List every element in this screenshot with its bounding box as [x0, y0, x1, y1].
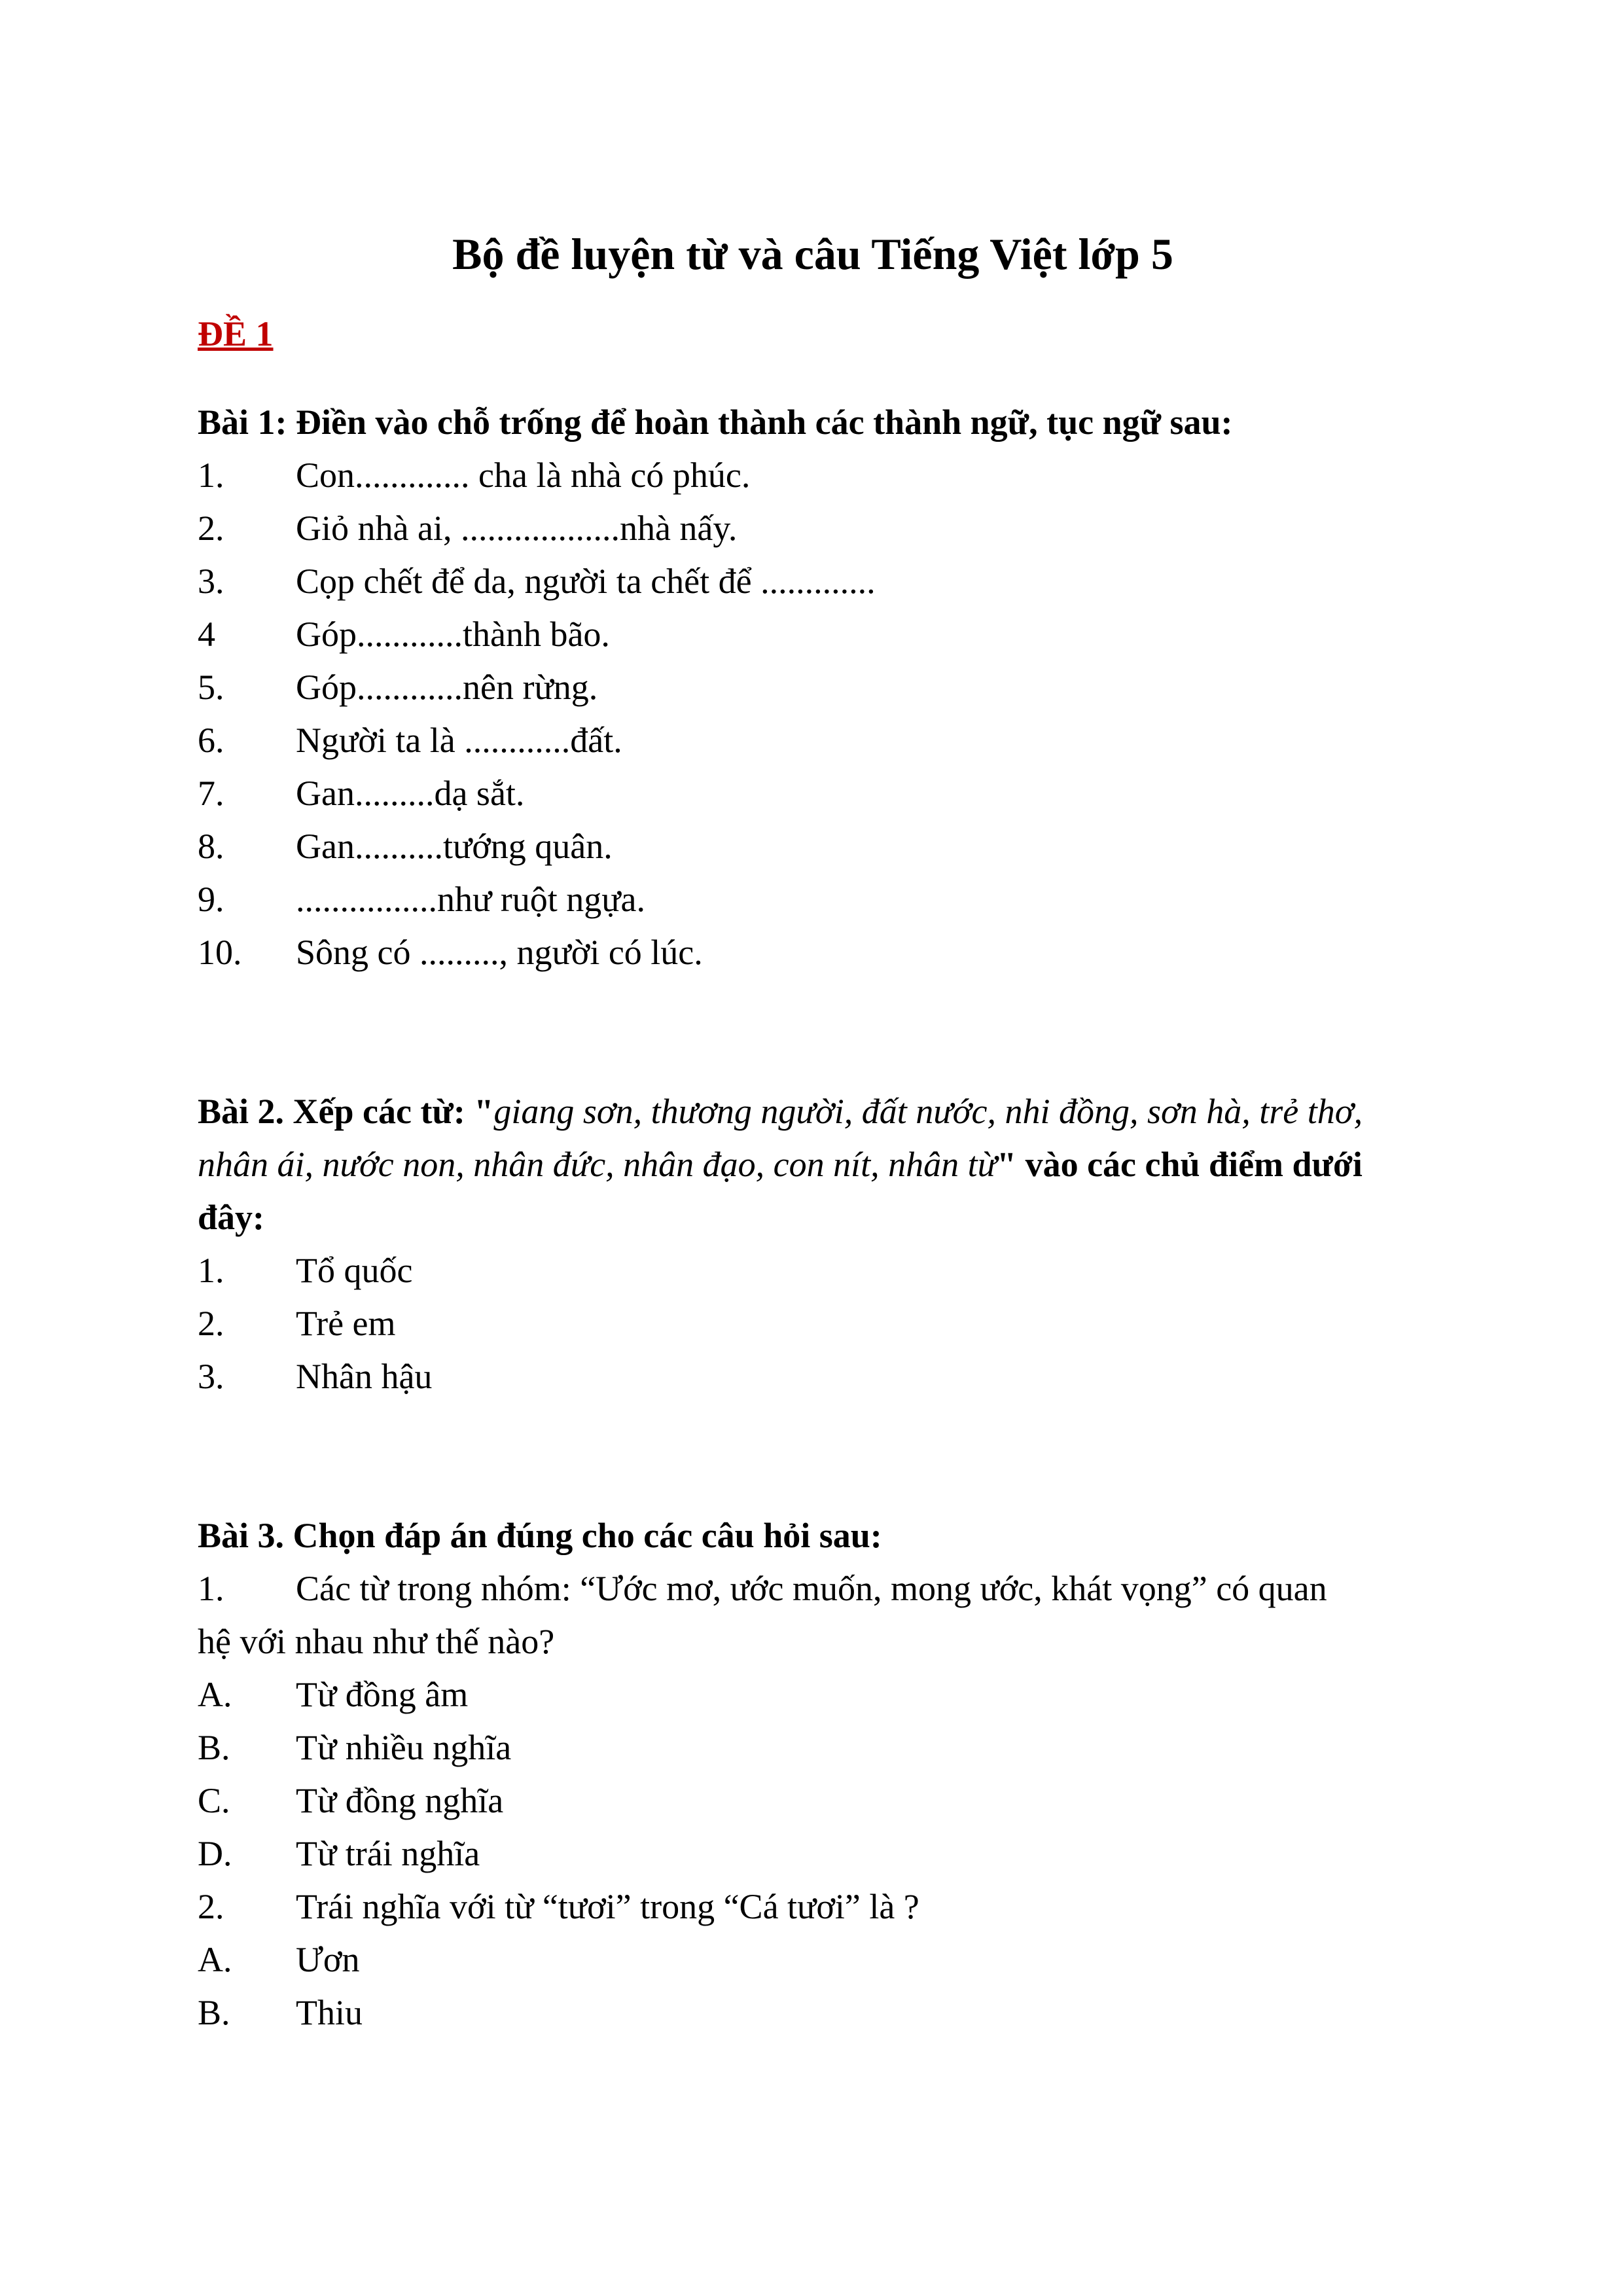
list-item [198, 1297, 1428, 1350]
exercise-2-list [198, 1244, 1428, 1403]
item-text: ................như ruột ngựa. [296, 880, 645, 919]
item-number: 1. [198, 456, 224, 495]
option-label: B. [198, 1728, 230, 1767]
item-text: Người ta là ............đất. [296, 721, 622, 760]
answer-option [198, 1668, 1428, 1721]
list-item [198, 1350, 1428, 1403]
question-number: 1. [198, 1569, 224, 1608]
item-number: 3. [198, 562, 224, 601]
list-item [198, 767, 1428, 820]
option-label: C. [198, 1781, 230, 1820]
list-item [198, 1244, 1428, 1297]
question-text: Trái nghĩa với từ “tươi” trong “Cá tươi” là ? [296, 1887, 919, 1926]
exercise-2-tail: " vào các chủ điểm dưới đây: [198, 1145, 1363, 1237]
item-text: Nhân hậu [296, 1357, 433, 1396]
document-title: Bộ đề luyện từ và câu Tiếng Việt lớp 5 [452, 229, 1173, 279]
list-item [198, 820, 1428, 873]
item-number: 2. [198, 1304, 224, 1343]
option-text: Từ trái nghĩa [296, 1834, 480, 1873]
option-text: Ươn [296, 1940, 360, 1979]
item-text: Sông có ........., người có lúc. [296, 933, 703, 972]
question-2 [198, 1880, 1428, 1933]
item-number: 9. [198, 880, 224, 919]
item-text: Con............. cha là nhà có phúc. [296, 456, 751, 495]
item-number: 7. [198, 774, 224, 813]
answer-option [198, 1933, 1428, 1986]
option-text: Thiu [296, 1993, 363, 2032]
list-item [198, 449, 1428, 502]
option-text: Từ đồng nghĩa [296, 1781, 504, 1820]
list-item [198, 926, 1428, 979]
section-label: ĐỀ 1 [198, 314, 274, 353]
list-item [198, 714, 1428, 767]
list-item [198, 661, 1428, 714]
exercise-2-heading [198, 1085, 1428, 1244]
option-label: A. [198, 1940, 232, 1979]
option-label: A. [198, 1675, 232, 1714]
item-text: Gan.........dạ sắt. [296, 774, 525, 813]
item-text: Tổ quốc [296, 1251, 413, 1290]
question-text-continued: hệ với nhau như thế nào? [198, 1622, 555, 1661]
spacer [198, 979, 1428, 1085]
question-1 [198, 1562, 1428, 1615]
answer-option [198, 1986, 1428, 2039]
exercise-2-lead: Bài 2. Xếp các từ: " [198, 1092, 494, 1131]
question-number: 2. [198, 1887, 224, 1926]
item-number: 1. [198, 1251, 224, 1290]
answer-option [198, 1721, 1428, 1774]
question-text: Các từ trong nhóm: “Ước mơ, ước muốn, mong ước, khát vọng” có quan [296, 1569, 1327, 1608]
list-item [198, 502, 1428, 555]
option-label: B. [198, 1993, 230, 2032]
item-text: Trẻ em [296, 1304, 396, 1343]
item-number: 8. [198, 827, 224, 866]
item-text: Góp............thành bão. [296, 615, 610, 654]
list-item [198, 873, 1428, 926]
answer-option [198, 1774, 1428, 1827]
option-label: D. [198, 1834, 232, 1873]
item-number: 4 [198, 615, 215, 654]
exercise-3-heading: Bài 3. Chọn đáp án đúng cho các câu hỏi sau: [198, 1516, 882, 1555]
option-text: Từ nhiều nghĩa [296, 1728, 512, 1767]
spacer [198, 1403, 1428, 1509]
item-text: Cọp chết để da, người ta chết để ............. [296, 562, 876, 601]
item-number: 3. [198, 1357, 224, 1396]
document-page [198, 223, 1428, 2039]
option-text: Từ đồng âm [296, 1675, 469, 1714]
item-number: 5. [198, 668, 224, 707]
item-text: Giỏ nhà ai, ..................nhà nấy. [296, 509, 738, 548]
list-item [198, 555, 1428, 608]
item-text: Gan..........tướng quân. [296, 827, 613, 866]
exercise-1-heading: Bài 1: Điền vào chỗ trống để hoàn thành các thành ngữ, tục ngữ sau: [198, 403, 1233, 442]
item-number: 2. [198, 509, 224, 548]
exercise-1-list [198, 449, 1428, 979]
list-item [198, 608, 1428, 661]
exercise-2-word-list: giang sơn, thương người, đất nước, nhi đồng, sơn hà, trẻ thơ, nhân ái, nước non, nhân đức, nhân đạo, con nít, nhân từ [198, 1092, 1363, 1184]
item-text: Góp............nên rừng. [296, 668, 598, 707]
answer-option [198, 1827, 1428, 1880]
item-number: 10. [198, 933, 242, 972]
item-number: 6. [198, 721, 224, 760]
